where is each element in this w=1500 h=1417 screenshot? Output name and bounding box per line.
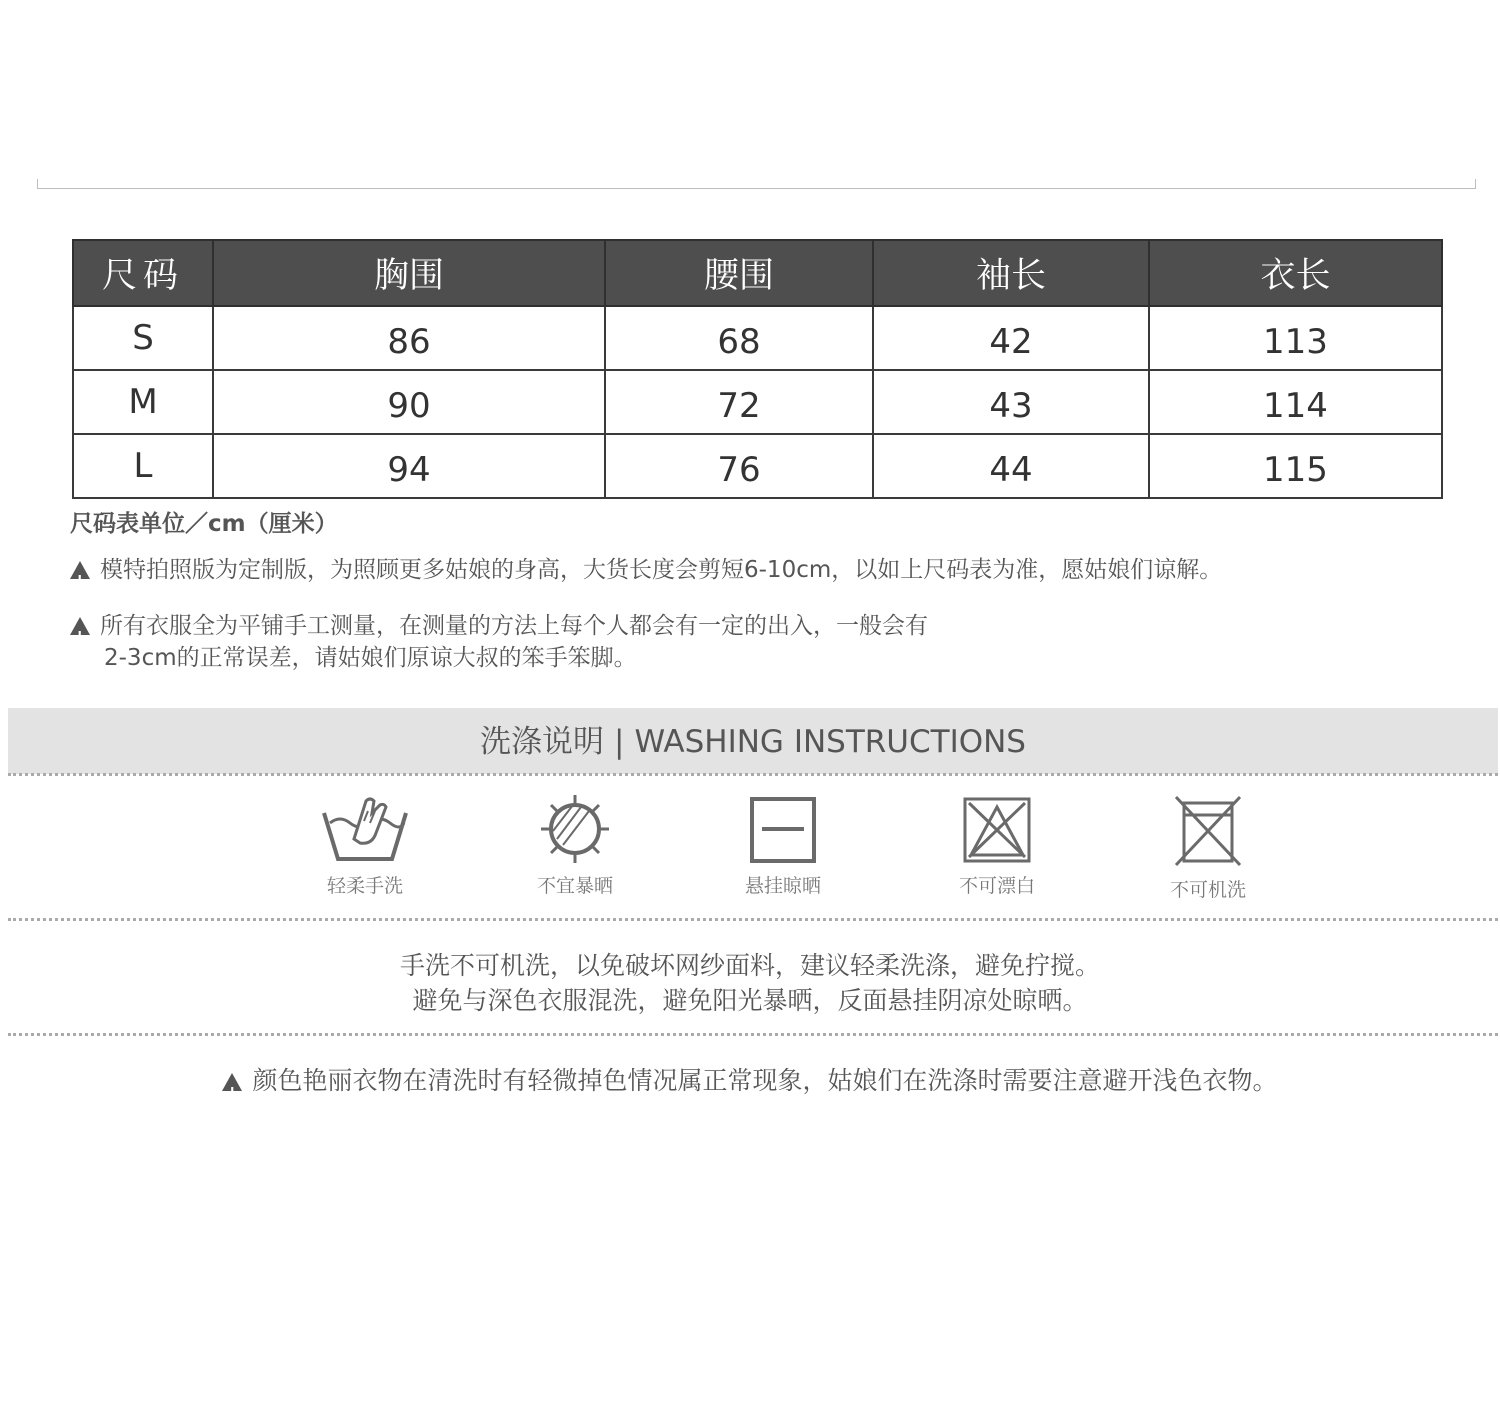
dotted-divider — [8, 773, 1498, 776]
cell-chest: 94 — [213, 434, 605, 498]
dotted-divider — [8, 918, 1498, 921]
care-label: 不宜暴晒 — [536, 875, 613, 897]
note-measurement — [70, 610, 928, 674]
washing-instructions-header — [8, 708, 1498, 774]
cell-length: 113 — [1149, 306, 1442, 370]
cell-size: L — [73, 434, 213, 498]
care-label: 不可机洗 — [1169, 879, 1246, 901]
care-icon-hang-dry — [723, 793, 843, 898]
title-separator: | — [614, 724, 625, 760]
table-row — [73, 306, 1442, 370]
no-sun-icon — [535, 793, 615, 865]
hand-wash-icon — [320, 793, 410, 865]
cell-waist: 68 — [605, 306, 873, 370]
hang-dry-icon — [748, 793, 818, 865]
note-text: 模特拍照版为定制版，为照顾更多姑娘的身高，大货长度会剪短6-10cm，以如上尺码表为准，愿姑娘们谅解。 — [100, 557, 1223, 583]
top-divider-line — [37, 188, 1476, 189]
header-sleeve: 袖长 — [873, 240, 1149, 306]
care-label: 轻柔手洗 — [326, 875, 403, 897]
cell-length: 115 — [1149, 434, 1442, 498]
cell-chest: 90 — [213, 370, 605, 434]
warning-icon — [70, 617, 90, 635]
unit-note: 尺码表单位／cm（厘米） — [70, 511, 338, 537]
cell-waist: 72 — [605, 370, 873, 434]
dotted-divider — [8, 1033, 1498, 1036]
care-icon-no-machine-wash — [1148, 793, 1268, 902]
cell-sleeve: 42 — [873, 306, 1149, 370]
care-label: 不可漂白 — [958, 875, 1035, 897]
table-row — [73, 434, 1442, 498]
header-waist: 腰围 — [605, 240, 873, 306]
warning-icon — [222, 1073, 242, 1091]
cell-chest: 86 — [213, 306, 605, 370]
size-chart-table — [72, 239, 1443, 499]
warning-icon — [70, 561, 90, 579]
header-length: 衣长 — [1149, 240, 1442, 306]
washing-title-cn: 洗涤说明 — [480, 724, 604, 760]
cell-waist: 76 — [605, 434, 873, 498]
note-text-continued: 2-3cm的正常误差，请姑娘们原谅大叔的笨手笨脚。 — [104, 645, 637, 671]
no-machine-wash-icon — [1172, 793, 1244, 869]
cell-size: S — [73, 306, 213, 370]
care-icon-hand-wash — [305, 793, 425, 898]
care-icon-no-sun — [515, 793, 635, 898]
cell-length: 114 — [1149, 370, 1442, 434]
care-icon-no-bleach — [937, 793, 1057, 898]
washing-text-line-2: 避免与深色衣服混洗，避免阳光暴晒，反面悬挂阴凉处晾晒。 — [412, 986, 1088, 1015]
cell-size: M — [73, 370, 213, 434]
washing-title-en: WASHING INSTRUCTIONS — [634, 724, 1026, 760]
note-custom-length — [70, 554, 1222, 586]
cell-sleeve: 43 — [873, 370, 1149, 434]
color-fading-note — [0, 1061, 1500, 1097]
care-label: 悬挂晾晒 — [744, 875, 821, 897]
table-row — [73, 370, 1442, 434]
size-chart-header-row — [73, 240, 1442, 306]
cell-sleeve: 44 — [873, 434, 1149, 498]
no-bleach-icon — [961, 793, 1033, 865]
color-note-text: 颜色艳丽衣物在清洗时有轻微掉色情况属正常现象，姑娘们在洗涤时需要注意避开浅色衣物。 — [252, 1066, 1278, 1095]
header-chest: 胸围 — [213, 240, 605, 306]
washing-text-line-1: 手洗不可机洗，以免破坏网纱面料，建议轻柔洗涤，避免拧搅。 — [399, 951, 1100, 980]
header-size: 尺码 — [73, 240, 213, 306]
note-text: 所有衣服全为平铺手工测量，在测量的方法上每个人都会有一定的出入，一般会有 — [100, 613, 928, 639]
